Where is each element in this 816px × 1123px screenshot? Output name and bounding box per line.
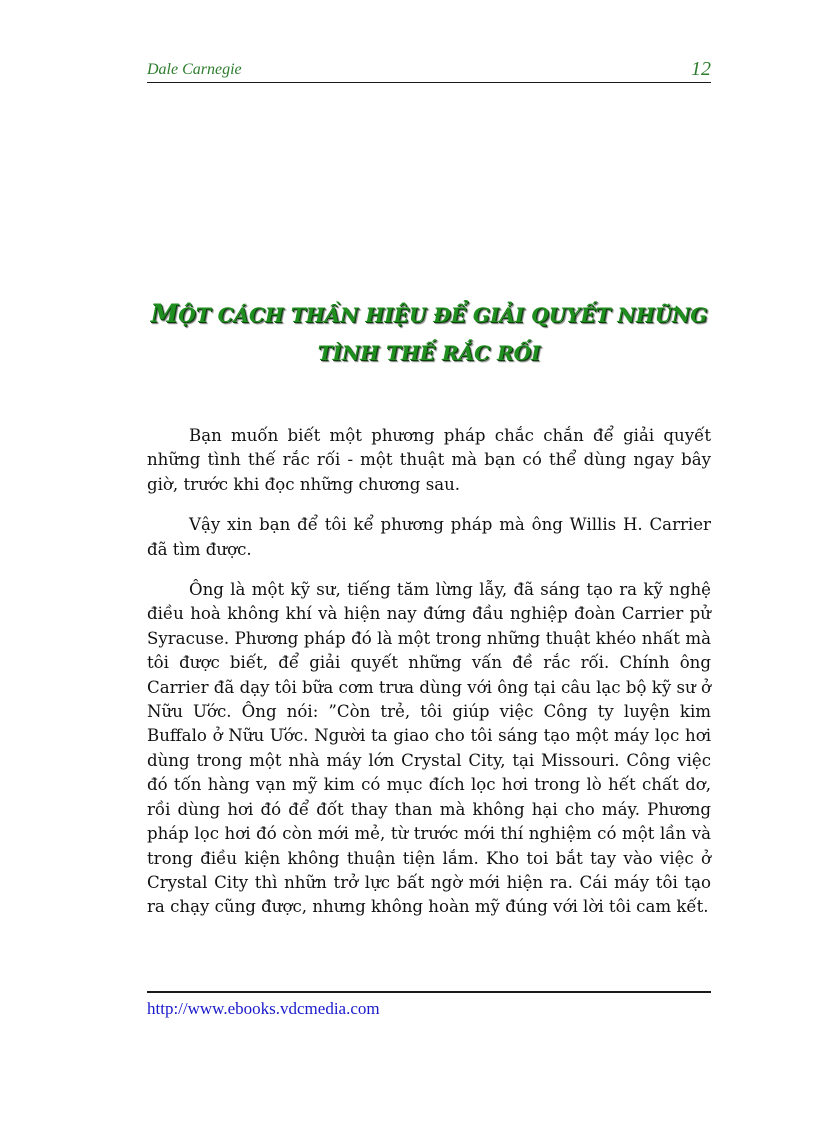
header-author: Dale Carnegie xyxy=(147,61,242,78)
chapter-title-line-1-rest: ỘT CÁCH THẦN HIỆU ĐỂ GIẢI QUYẾT NHỮNG xyxy=(178,303,708,327)
chapter-title-line-2: TÌNH THẾ RẮC RỐI xyxy=(317,341,541,365)
paragraph: Bạn muốn biết một phương pháp chắc chắn để giải quyết những tình thế rắc rối - một thuật mà bạn có thể dùng ngay bây giờ, trước khi đọc những chương sau. xyxy=(147,426,711,494)
paragraph: Ông là một kỹ sư, tiếng tăm lừng lẫy, đã sáng tạo ra kỹ nghệ điều hoà không khí và hiện nay đứng đầu nghiệp đoàn Carrier pử Syracuse. Phương pháp đó là một trong những thuật khéo nhất mà tôi được biết, để giải quyết những vấn đề rắc rối. Chính ông Carrier đã dạy tôi bữa cơm trưa dùng với ông tại câu lạc bộ kỹ sư ở Nữu Ước. Ông nói: ”Còn trẻ, tôi giúp việc Công ty luyện kim Buffalo ở Nữu Ước. Người ta giao cho tôi sáng tạo một máy lọc hơi dùng trong một nhà máy lớn Crystal City, tại Missouri. Công việc đó tốn hàng vạn mỹ kim có mục đích lọc hơi trong lò hết chất dơ, rồi dùng hơi đó để đốt thay than mà không hại cho máy. Phương pháp lọc hơi đó còn mới mẻ, từ trước mới thí nghiệm có một lần và trong điều kiện không thuận tiện lắm. Kho toi bắt tay vào việc ở Crystal City thì nhữn trở lực bất ngờ mới hiện ra. Cái máy tôi tạo ra chạy cũng được, nhưng không hoàn mỹ đúng với lời tôi cam kết. xyxy=(147,580,711,917)
chapter-title xyxy=(147,296,711,371)
body-text xyxy=(147,424,711,936)
paragraph: Vậy xin bạn để tôi kể phương pháp mà ông Willis H. Carrier đã tìm được. xyxy=(147,515,711,559)
chapter-title-line-1 xyxy=(147,296,711,335)
chapter-title-initial: M xyxy=(150,299,179,328)
footer-url-link[interactable]: http://www.ebooks.vdcmedia.com xyxy=(147,999,380,1018)
page-number: 12 xyxy=(691,58,711,80)
page-footer xyxy=(147,991,711,1019)
running-header xyxy=(147,58,711,83)
